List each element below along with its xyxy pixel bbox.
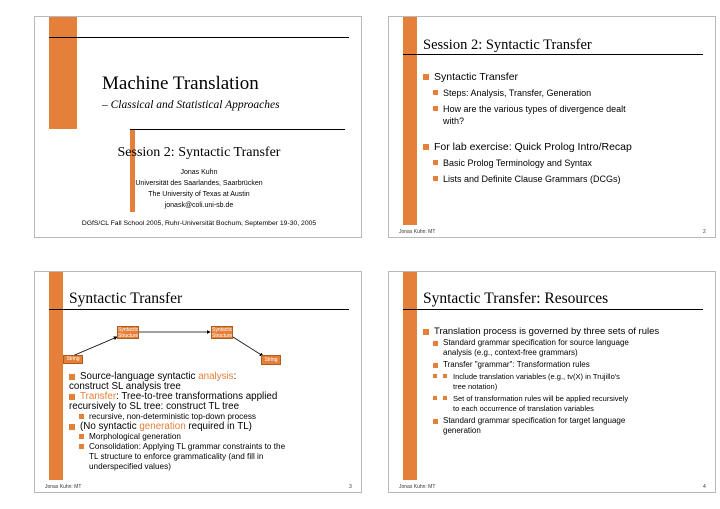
- page-number: 3: [349, 484, 352, 490]
- event-line: DGfS/CL Fall School 2005, Ruhr-Universität Bochum, September 19-30, 2005: [81, 220, 317, 227]
- slide-title: Syntactic Transfer: [69, 290, 183, 307]
- bullet-generation: (No syntactic generation required in TL): [69, 422, 285, 432]
- session-title: Session 2: Syntactic Transfer: [117, 145, 281, 160]
- author-email: jonask@coli.uni-sb.de: [164, 202, 234, 209]
- affiliation-1: Universität des Saarlandes, Saarbrücken: [135, 180, 263, 187]
- orange-bar: [403, 272, 417, 480]
- divider-mid: [130, 129, 345, 130]
- slide-1-title: [34, 16, 362, 238]
- orange-bar: [49, 17, 77, 129]
- bullet: For lab exercise: Quick Prolog Intro/Recap: [423, 141, 632, 154]
- sub-sub-bullet: Set of transformation rules will be applied recursively: [423, 394, 659, 404]
- slide-title: Machine Translation: [102, 73, 259, 94]
- sub-bullet-cont: underspecified values): [89, 462, 171, 471]
- slide-subtitle: – Classical and Statistical Approaches: [102, 99, 280, 111]
- slide-title: Session 2: Syntactic Transfer: [423, 37, 592, 53]
- bullet-transfer: Transfer: Tree-to-tree transformations applied: [69, 392, 285, 402]
- bullet-list: [69, 372, 285, 472]
- slide-2: [388, 16, 716, 238]
- bullet-list: [423, 326, 659, 436]
- orange-bar: [403, 17, 417, 225]
- bullet-cont: construct SL analysis tree: [69, 381, 181, 392]
- generation-arrow: [233, 337, 263, 356]
- author-block: [35, 167, 362, 211]
- sub-bullet: Standard grammar specification for source language: [423, 338, 659, 348]
- target-structure-box: Syntactic Structure: [212, 327, 233, 339]
- sub-bullet: Basic Prolog Terminology and Syntax: [423, 157, 632, 169]
- bullet: Translation process is governed by three sets of rules: [423, 326, 659, 337]
- slide-title: Syntactic Transfer: Resources: [423, 290, 609, 307]
- source-structure-box: Syntactic Structure: [118, 327, 139, 339]
- sub-bullet: recursive, non-deterministic top-down process: [69, 412, 285, 422]
- sub-bullet-cont: TL structure to enforce grammaticality (and fill in: [89, 452, 264, 461]
- sub-bullet: Consolidation: Applying TL grammar constraints to the: [69, 442, 285, 452]
- corner-pad: [35, 17, 49, 31]
- sub-bullet-cont: analysis (e.g., context-free grammars): [443, 348, 578, 357]
- corner-pad: [389, 17, 403, 31]
- bullet-list: [423, 71, 632, 189]
- corner-pad: [389, 272, 403, 286]
- sub-bullet: Standard grammar specification for target language: [423, 416, 659, 426]
- affiliation-2: The University of Texas at Austin: [148, 191, 250, 198]
- sub-bullet: How are the various types of divergence dealt: [423, 103, 632, 115]
- slide-3: [34, 271, 362, 493]
- page-number: 2: [703, 229, 706, 235]
- author-name: Jonas Kuhn: [180, 169, 218, 176]
- sub-bullet: Morphological generation: [69, 432, 285, 442]
- sub-bullet: Transfer "grammar": Transformation rules: [423, 360, 659, 370]
- sub-sub-bullet-cont: tree notation): [453, 382, 498, 391]
- footer: Jonas Kuhn: MT: [45, 484, 82, 490]
- sub-bullet-cont: generation: [443, 426, 481, 435]
- sub-bullet-cont: with?: [443, 116, 465, 126]
- divider-top: [49, 37, 349, 38]
- target-string-box: String: [261, 355, 281, 365]
- sub-sub-bullet-cont: to each occurrence of translation variables: [453, 404, 594, 413]
- page-number: 4: [703, 484, 706, 490]
- bullet-cont: recursively to SL tree: construct TL tree: [69, 401, 240, 412]
- footer: Jonas Kuhn: MT: [399, 484, 436, 490]
- title-rule: [403, 309, 703, 310]
- source-string-box: String: [63, 355, 83, 364]
- bullet-analysis: Source-language syntactic analysis:: [69, 372, 285, 382]
- sub-bullet: Steps: Analysis, Transfer, Generation: [423, 87, 632, 99]
- title-rule: [403, 54, 703, 55]
- footer: Jonas Kuhn: MT: [399, 229, 436, 235]
- bullet: Syntactic Transfer: [423, 71, 632, 84]
- sub-bullet: Lists and Definite Clause Grammars (DCGs): [423, 173, 632, 185]
- sub-sub-bullet: Include translation variables (e.g., tv(X) in Trujillo's: [423, 372, 659, 382]
- slide-4: [388, 271, 716, 493]
